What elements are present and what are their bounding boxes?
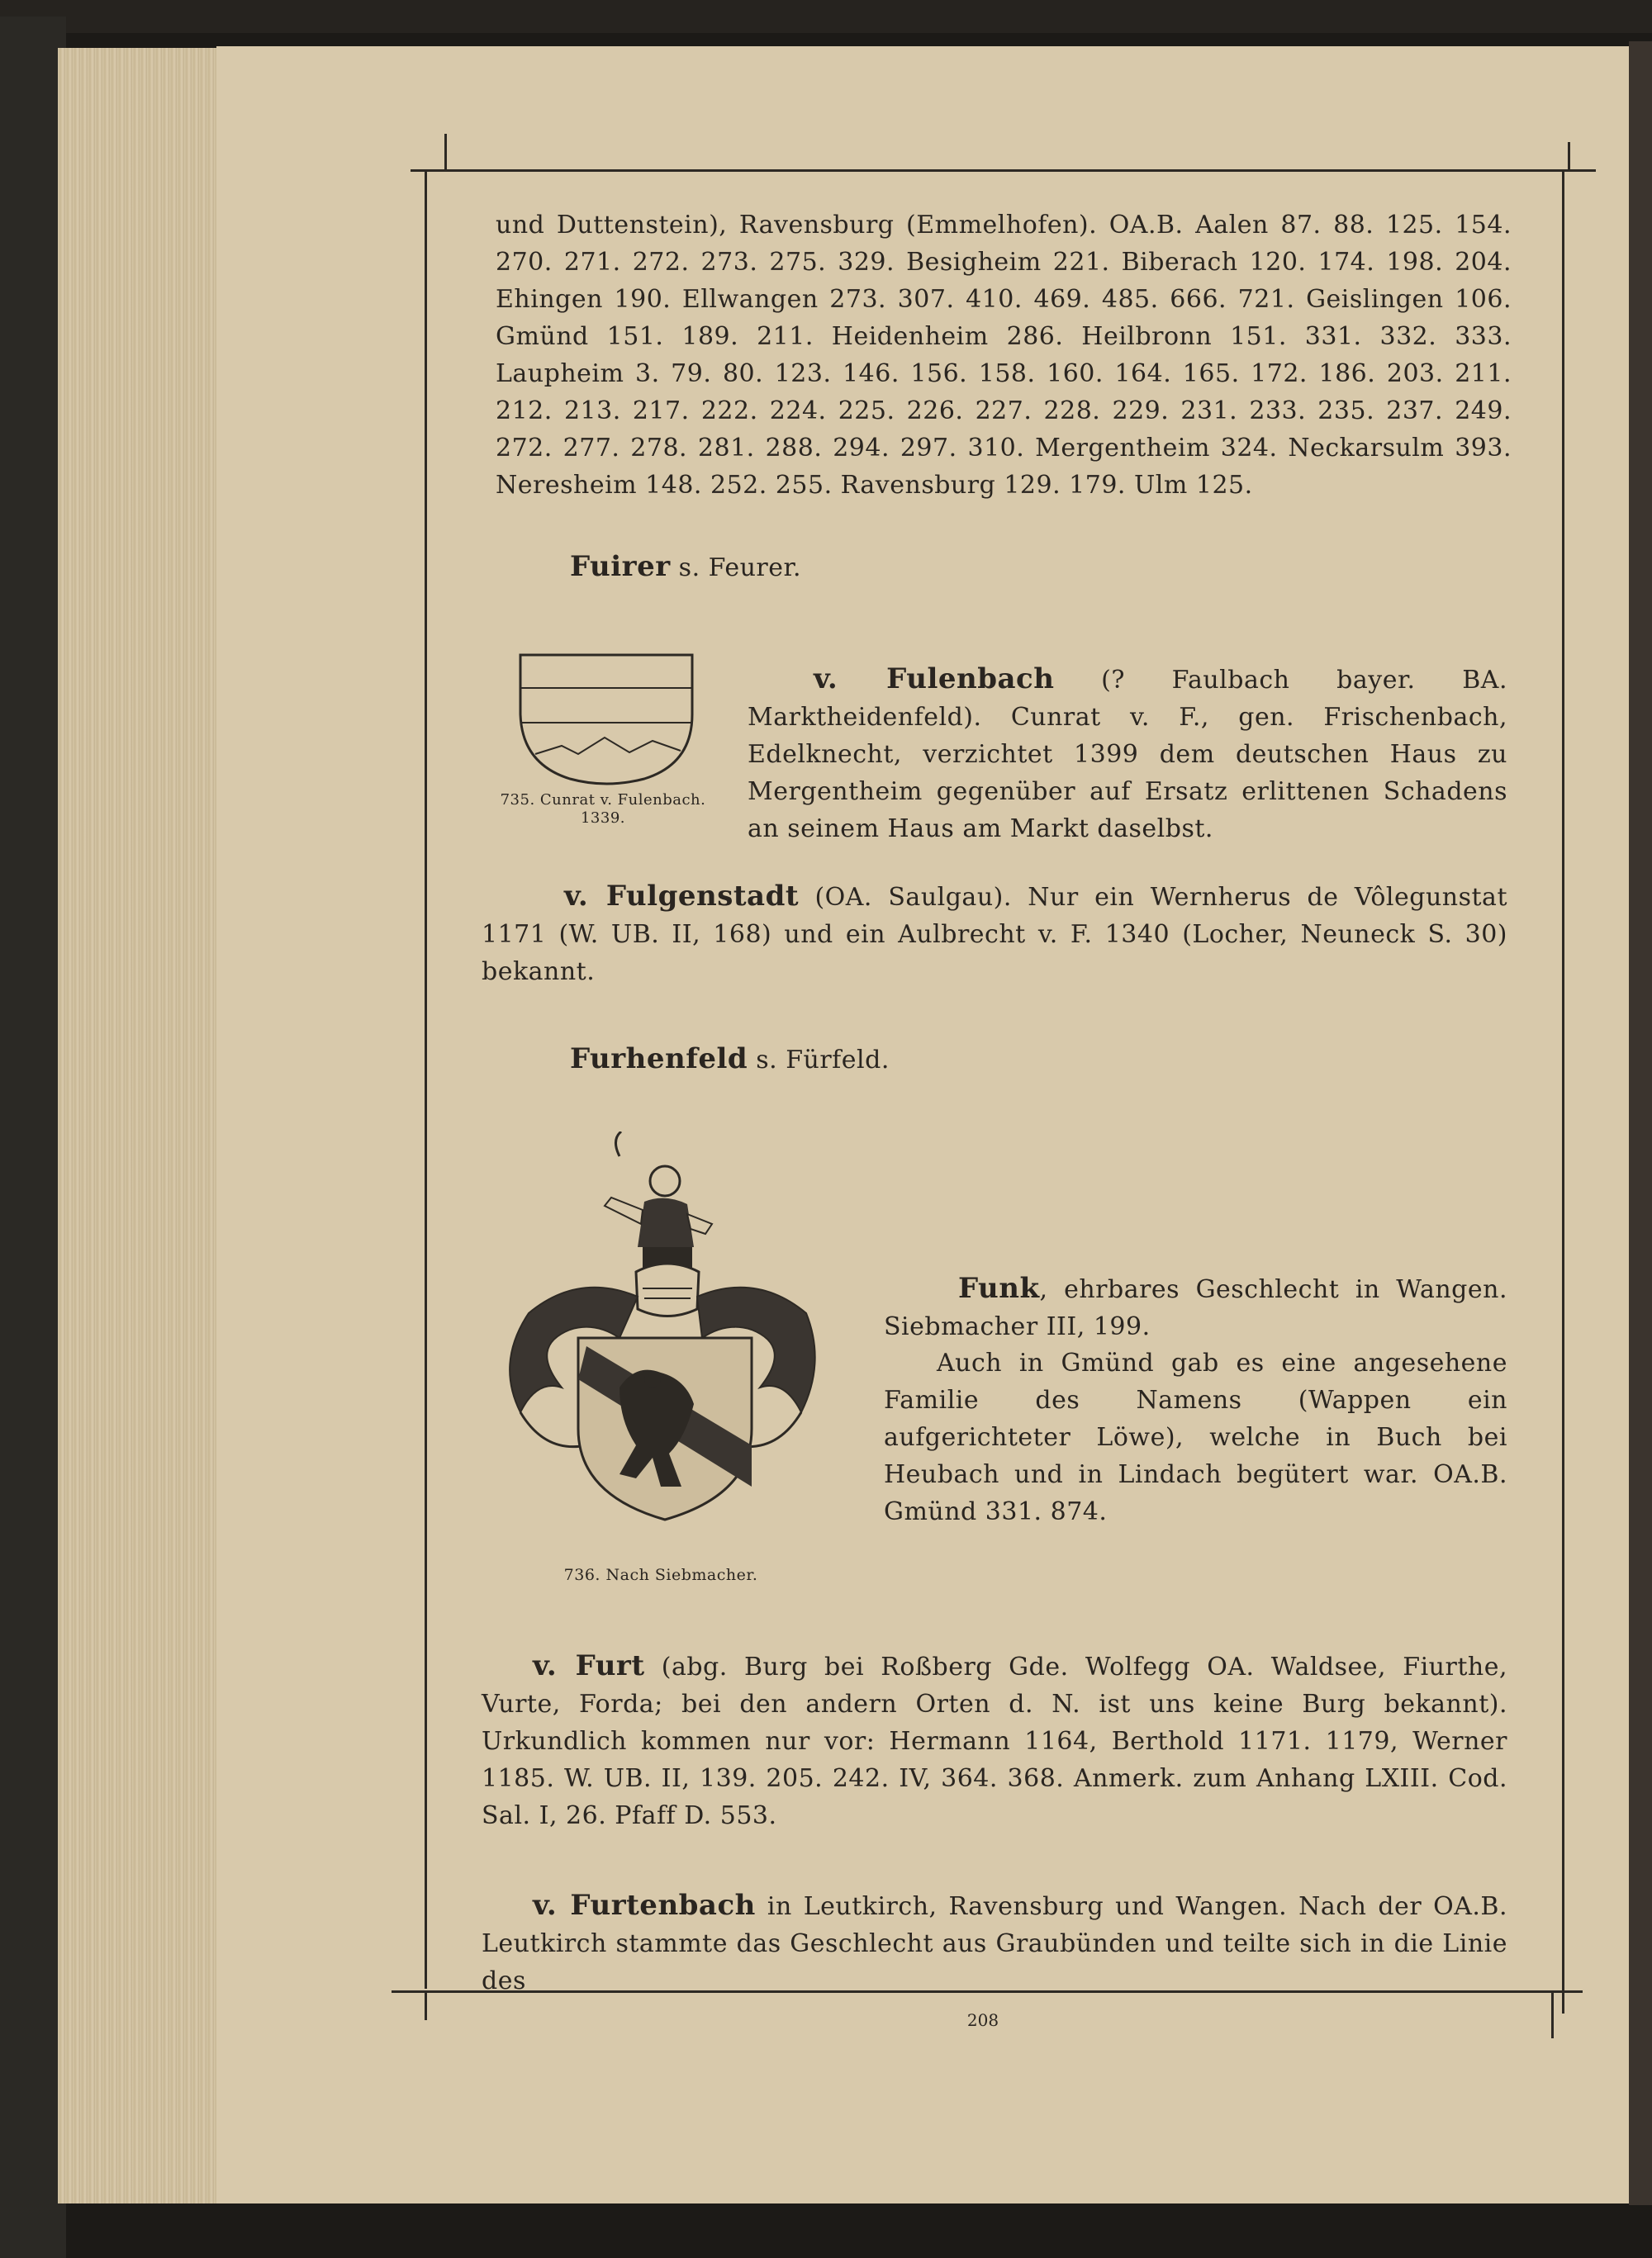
entry-funk-head: Funk — [958, 1272, 1040, 1305]
entry-furtenbach-text: in Leutkirch, Ravensburg und Wangen. Nach der OA.B. Leutkirch stammte das Geschlecht aus Graubünden und teilte sich in die Linie des — [482, 1892, 1507, 1995]
entry-funk-text: , ehrbares Geschlecht in Wangen. Siebmacher III, 199. — [884, 1275, 1507, 1341]
entry-furhenfeld-head: Furhenfeld — [570, 1042, 748, 1075]
frame-top-rule — [411, 169, 1596, 172]
entry-fulenbach-head: v. Fulenbach — [814, 662, 1055, 695]
scan-background — [0, 0, 1652, 33]
entry-furhenfeld-text: s. Fürfeld. — [748, 1046, 890, 1074]
entry-fulgenstadt — [482, 878, 1507, 990]
entry-furt — [482, 1648, 1507, 1834]
shield-735-image — [512, 648, 702, 789]
frame-top-right-tick — [1568, 142, 1570, 172]
entry-fulenbach-text: (? Faulbach bayer. BA. Marktheidenfeld). Cunrat v. F., gen. Frischenbach, Edelknecht, verzichtet 1399 dem deutschen Haus zu Mergentheim gegenüber auf Ersatz erlittenen Schadens an seinem Haus am Markt daselbst. — [748, 666, 1507, 843]
coat-of-arms-736-image — [496, 1131, 826, 1561]
page-number: 208 — [966, 2010, 999, 2030]
book-cover-edge — [0, 17, 66, 2258]
shield-735-caption: 735. Cunrat v. Fulenbach. 1339. — [500, 791, 706, 827]
coat-of-arms-736-caption: 736. Nach Siebmacher. — [563, 1566, 758, 1584]
entry-fulgenstadt-head: v. Fulgenstadt — [564, 880, 800, 913]
entry-fulenbach — [748, 661, 1507, 847]
entry-funk — [884, 1270, 1507, 1345]
entry-fuirer-text: s. Feurer. — [670, 553, 802, 582]
entry-furt-text: (abg. Burg bei Roßberg Gde. Wolfegg OA. Waldsee, Fiurthe, Vurte, Forda; bei den andern Orten d. N. ist uns keine Burg bekannt). Urkundlich kommen nur vor: Hermann 1164, Berthold 1171. 1179, Werner 1185. W. UB. II, 139. 205. 242. IV, 364. 368. Anmerk. zum Anhang LXIII. Cod. Sal. I, 26. Pfaff D. 553. — [482, 1653, 1507, 1830]
frame-left-rule — [425, 172, 427, 1989]
continuation-paragraph: und Duttenstein), Ravensburg (Emmelhofen). OA.B. Aalen 87. 88. 125. 154. 270. 271. 272. 273. 275. 329. Besigheim 221. Biberach 120. 174. 198. 204. Ehingen 190. Ellwangen 273. 307. 410. 469. 485. 666. 721. Geislingen 106. Gmünd 151. 189. 211. Heidenheim 286. Heilbronn 151. 331. 332. 333. Laupheim 3. 79. 80. 123. 146. 156. 158. 160. 164. 165. 172. 186. 203. 211. 212. 213. 217. 222. 224. 225. 226. 227. 228. 229. 231. 233. 235. 237. 249. 272. 277. 278. 281. 288. 294. 297. 310. Mergentheim 324. Neckarsulm 393. Neresheim 148. 252. 255. Ravensburg 129. 179. Ulm 125. — [496, 211, 1512, 500]
entry-fuirer-head: Fuirer — [570, 550, 671, 583]
book-right-edge — [1629, 41, 1652, 2205]
entry-furtenbach — [482, 1887, 1507, 1999]
frame-right-rule — [1562, 172, 1564, 2014]
entry-fuirer — [570, 548, 1479, 586]
entry-fulgenstadt-text: (OA. Saulgau). Nur ein Wernherus de Vôlegunstat 1171 (W. UB. II, 168) und ein Aulbrecht v. F. 1340 (Locher, Neuneck S. 30) bekannt. — [482, 883, 1507, 986]
frame-bottom-left-tick — [425, 1990, 427, 2020]
entry-furtenbach-head: v. Furtenbach — [533, 1889, 756, 1922]
entry-furt-head: v. Furt — [533, 1649, 645, 1682]
entry-funk-paragraph-2: Auch in Gmünd gab es eine angesehene Familie des Namens (Wappen ein aufgerichteter Löwe), welche in Buch bei Heubach und in Lindach begütert war. OA.B. Gmünd 331. 874. — [884, 1349, 1507, 1526]
entry-furhenfeld — [570, 1041, 1479, 1079]
page-stack-edge — [58, 48, 223, 2203]
frame-top-left-tick — [444, 134, 447, 172]
frame-bottom-right-tick — [1551, 1990, 1554, 2038]
